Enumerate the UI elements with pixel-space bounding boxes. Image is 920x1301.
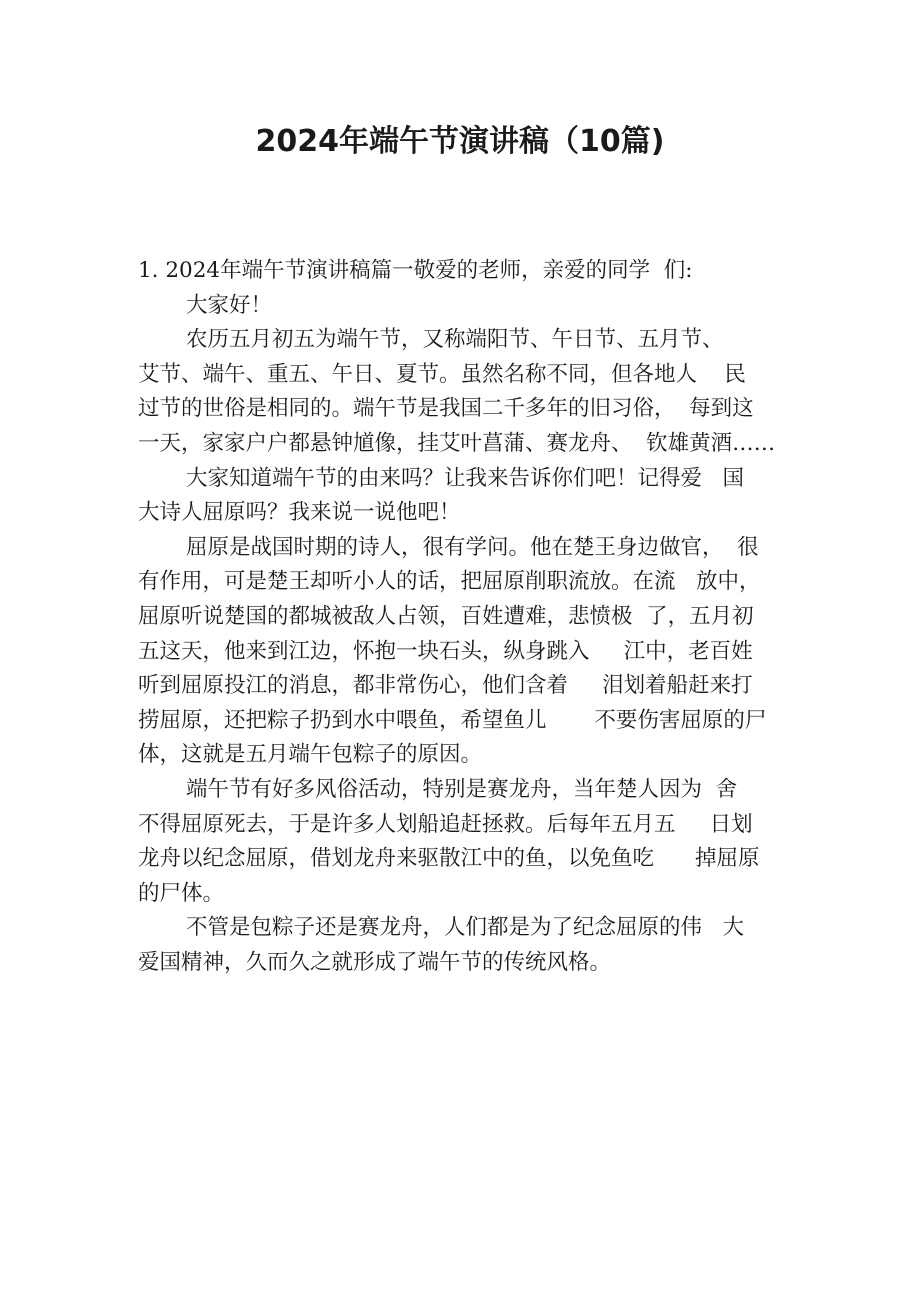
text-line: 大诗人屈原吗？我来说一说他吧！ bbox=[138, 500, 461, 526]
text-line: 大家好！ bbox=[186, 292, 273, 318]
text-line: 捞屈原，还把粽子扔到水中喂鱼，希望鱼儿 不要伤害屈原的尸 bbox=[138, 707, 767, 733]
text-line: 艾节、端午、重五、午日、夏节。虽然名称不同，但各地人 民 bbox=[138, 361, 746, 387]
text-line: 五这天，他来到江边，怀抱一块石头，纵身跳入 江中，老百姓 bbox=[138, 638, 753, 664]
text-line: 的尸体。 bbox=[138, 880, 225, 906]
text-line: 听到屈原投江的消息，都非常伤心，他们含着 泪划着船赶来打 bbox=[138, 673, 753, 699]
text-line: 大家知道端午节的由来吗？让我来告诉你们吧！记得爱 国 bbox=[186, 465, 745, 491]
document-body bbox=[138, 254, 798, 980]
text-line: 农历五月初五为端午节，又称端阳节、午日节、五月节、 bbox=[186, 327, 724, 353]
text-line: 不管是包粽子还是赛龙舟，人们都是为了纪念屈原的伟 大 bbox=[186, 915, 745, 941]
text-line: 不得屈原死去，于是许多人划船追赶拯救。后每年五月五 日划 bbox=[138, 811, 753, 837]
document-title: 2024年端午节演讲稿（10篇) bbox=[255, 124, 665, 159]
text-line: 1. 2024年端午节演讲稿篇一敬爱的老师，亲爱的同学 们: bbox=[138, 258, 693, 283]
text-line: 端午节有好多风俗活动，特别是赛龙舟，当年楚人因为 舍 bbox=[186, 776, 738, 802]
text-line: 爱国精神，久而久之就形成了端午节的传统风格。 bbox=[138, 949, 612, 975]
text-line: 屈原听说楚国的都城被敌人占领，百姓遭难，悲愤极 了，五月初 bbox=[138, 603, 754, 629]
text-line: 过节的世俗是相同的。端午节是我国二千多年的旧习俗， 每到这 bbox=[138, 396, 754, 422]
text-line: 有作用，可是楚王却听小人的话，把屈原削职流放。在流 放中， bbox=[138, 569, 761, 595]
text-line: 一天，家家户户都悬钟馗像，挂艾叶菖蒲、赛龙舟、 钦雄黄酒…… bbox=[138, 430, 776, 456]
text-line: 体，这就是五月端午包粽子的原因。 bbox=[138, 742, 483, 768]
text-line: 龙舟以纪念屈原，借划龙舟来驱散江中的鱼，以免鱼吃 掉屈原 bbox=[138, 846, 760, 872]
text-line: 屈原是战国时期的诗人，很有学问。他在楚王身边做官， 很 bbox=[186, 534, 759, 560]
